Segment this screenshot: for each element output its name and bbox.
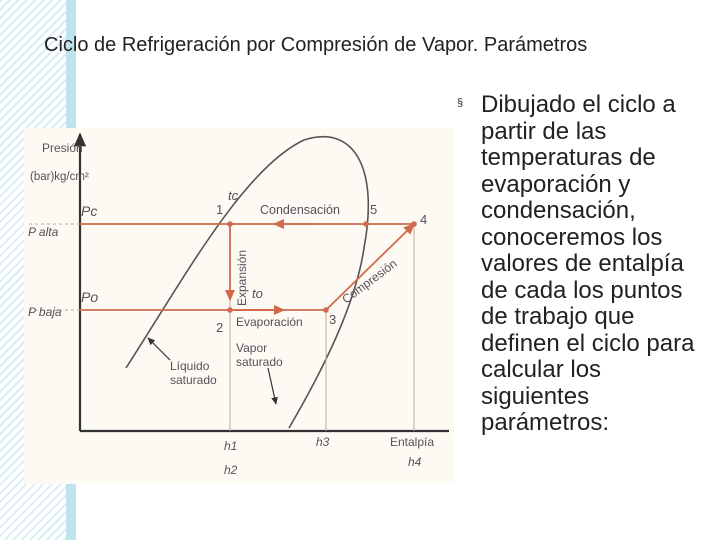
pc-label: Pc bbox=[81, 203, 98, 219]
point-4-label: 4 bbox=[420, 212, 428, 227]
point-5-marker bbox=[363, 221, 369, 227]
x-axis-label: Entalpía bbox=[390, 435, 435, 449]
y-axis-unit: (bar)kg/cm² bbox=[30, 171, 89, 183]
condensation-label: Condensación bbox=[260, 203, 340, 217]
bullet-list bbox=[455, 92, 715, 437]
vapor-callout-arrow bbox=[268, 368, 276, 404]
bullet-text: Dibujado el ciclo a partir de las temperaturas de evaporación y condensación, conoceremos los valores de entalpía de cada los puntos de trabajo que definen el ciclo para calcular los siguientes parámetros: bbox=[481, 91, 695, 436]
to-label: to bbox=[252, 286, 263, 301]
po-label: Po bbox=[81, 289, 99, 305]
liquid-label-line1: Líquido bbox=[170, 359, 210, 373]
liquid-callout-arrow bbox=[148, 338, 170, 360]
bullet-marker: § bbox=[457, 97, 464, 109]
pbaja-label: P baja bbox=[28, 305, 62, 319]
y-axis-label: Presión bbox=[42, 141, 83, 155]
compression-line bbox=[326, 224, 414, 310]
evaporation-label: Evaporación bbox=[236, 315, 303, 329]
vapor-label-line2: saturado bbox=[236, 355, 283, 369]
h3-label: h3 bbox=[316, 435, 330, 449]
h2-label: h2 bbox=[224, 463, 238, 477]
point-3-label: 3 bbox=[329, 312, 337, 327]
palta-label: P alta bbox=[28, 225, 59, 239]
tc-label: tc bbox=[228, 188, 239, 203]
compression-label: Compresión bbox=[339, 256, 400, 307]
point-1-marker bbox=[227, 221, 233, 227]
point-2-marker bbox=[227, 307, 233, 313]
expansion-label: Expansión bbox=[235, 249, 249, 306]
ph-diagram-svg bbox=[24, 128, 454, 484]
liquid-label-line2: saturado bbox=[170, 373, 217, 387]
point-5-label: 5 bbox=[370, 202, 378, 217]
point-2-label: 2 bbox=[216, 320, 224, 335]
vapor-label-line1: Vapor bbox=[236, 341, 268, 355]
bullet-item bbox=[455, 92, 715, 437]
h1-label: h1 bbox=[224, 439, 238, 453]
point-3-marker bbox=[323, 307, 329, 313]
refrigeration-cycle-diagram bbox=[24, 128, 454, 484]
h4-label: h4 bbox=[408, 455, 422, 469]
point-1-label: 1 bbox=[216, 202, 224, 217]
slide-title: Ciclo de Refrigeración por Compresión de Vapor. Parámetros bbox=[44, 34, 588, 56]
point-4-marker bbox=[411, 221, 417, 227]
